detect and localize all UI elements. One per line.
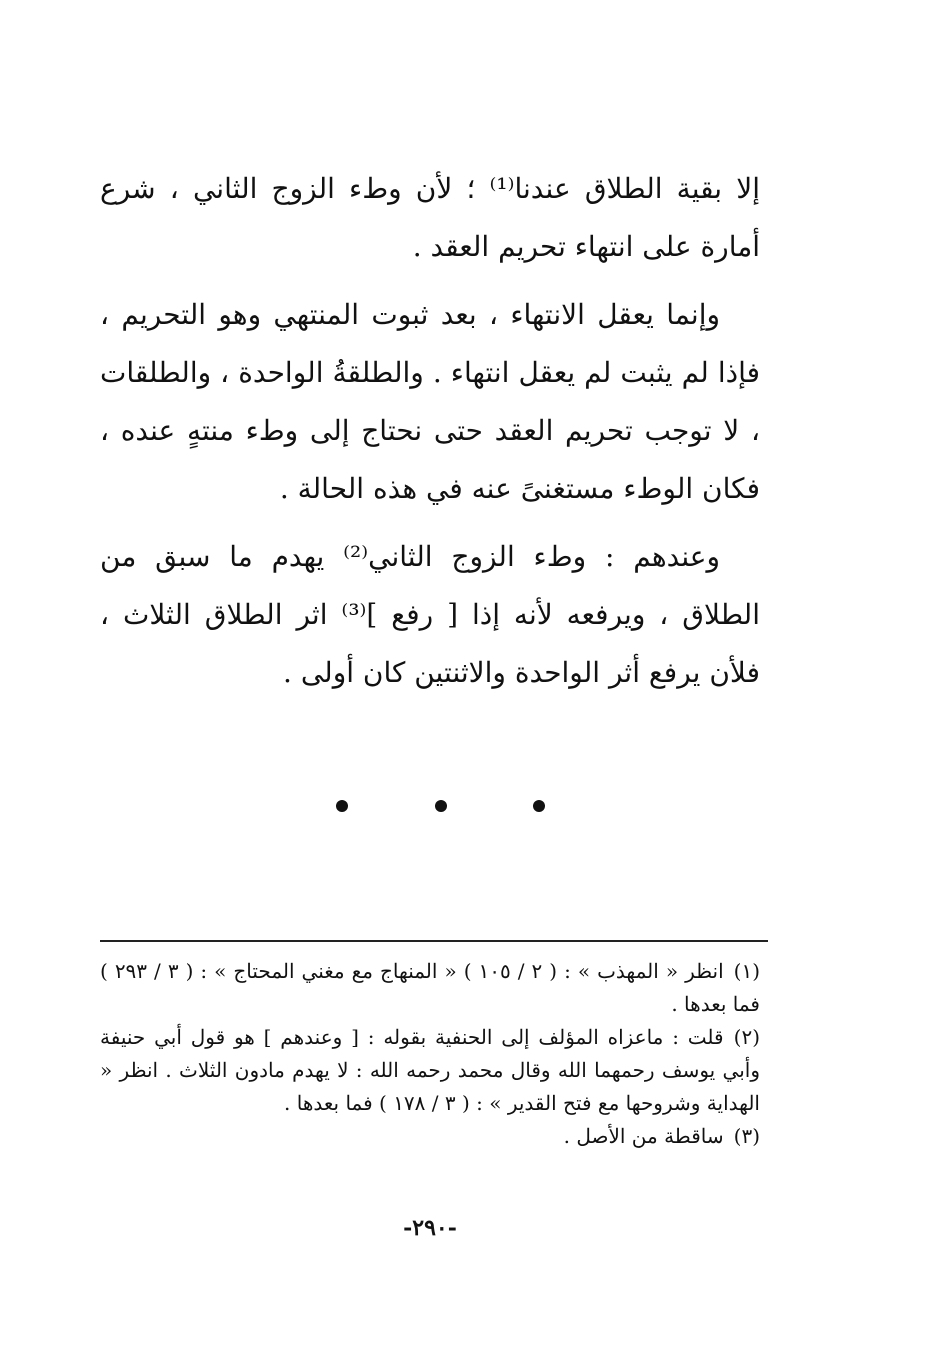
footnote-rule	[100, 940, 768, 942]
main-text	[100, 160, 760, 702]
footnote-text: ساقطة من الأصل .	[563, 1124, 724, 1148]
separator-dot-middle	[435, 800, 447, 812]
footnote-text: قلت : ماعزاه المؤلف إلى الحنفية بقوله : [ وعندهم ] هو قول أبي حنيفة وأبي يوسف رحمهما الله وقال محمد رحمه الله : لا يهدم مادون الثلاث . انظر « الهداية وشروحها مع فتح القدير » : ( ٣ / ١٧٨ ) فما بعدها .	[100, 1025, 760, 1115]
footnote-1	[100, 955, 760, 1021]
footnote-number: (٣)	[733, 1124, 760, 1148]
footnote-2	[100, 1021, 760, 1120]
paragraph-3: وعندهم : وطء الزوج الثاني⁽²⁾ يهدم ما سبق من الطلاق ، ويرفعه لأنه إذا [ رفع ]⁽³⁾ اثر الطلاق الثلاث ، فلأن يرفع أثر الواحدة والاثنتين كان أولى .	[100, 540, 760, 689]
separator-dot-left	[336, 800, 348, 812]
footnote-text: انظر « المهذب » : ( ٢ / ١٠٥ ) « المنهاج مع مغني المحتاج » : ( ٣ / ٢٩٣ ) فما بعدها .	[100, 959, 760, 1016]
footnotes	[100, 955, 760, 1153]
separator-dot-right	[533, 800, 545, 812]
footnote-number: (١)	[733, 959, 761, 983]
page-number: -٢٩٠-	[403, 1215, 457, 1241]
paragraph-1: إلا بقية الطلاق عندنا⁽¹⁾ ؛ لأن وطء الزوج الثاني ، شرع أمارة على انتهاء تحريم العقد .	[100, 172, 760, 263]
footnote-3	[100, 1120, 760, 1153]
section-separator	[100, 800, 760, 820]
document-page	[100, 160, 760, 1260]
paragraph-2: وإنما يعقل الانتهاء ، بعد ثبوت المنتهي وهو التحريم ، فإذا لم يثبت لم يعقل انتهاء . والطلقةُ الواحدة ، والطلقات ، لا توجب تحريم العقد حتى نحتاج إلى وطء منتهٍ عنده ، فكان الوطء مستغنىً عنه في هذه الحالة .	[100, 298, 760, 505]
footnote-number: (٢)	[733, 1025, 760, 1049]
